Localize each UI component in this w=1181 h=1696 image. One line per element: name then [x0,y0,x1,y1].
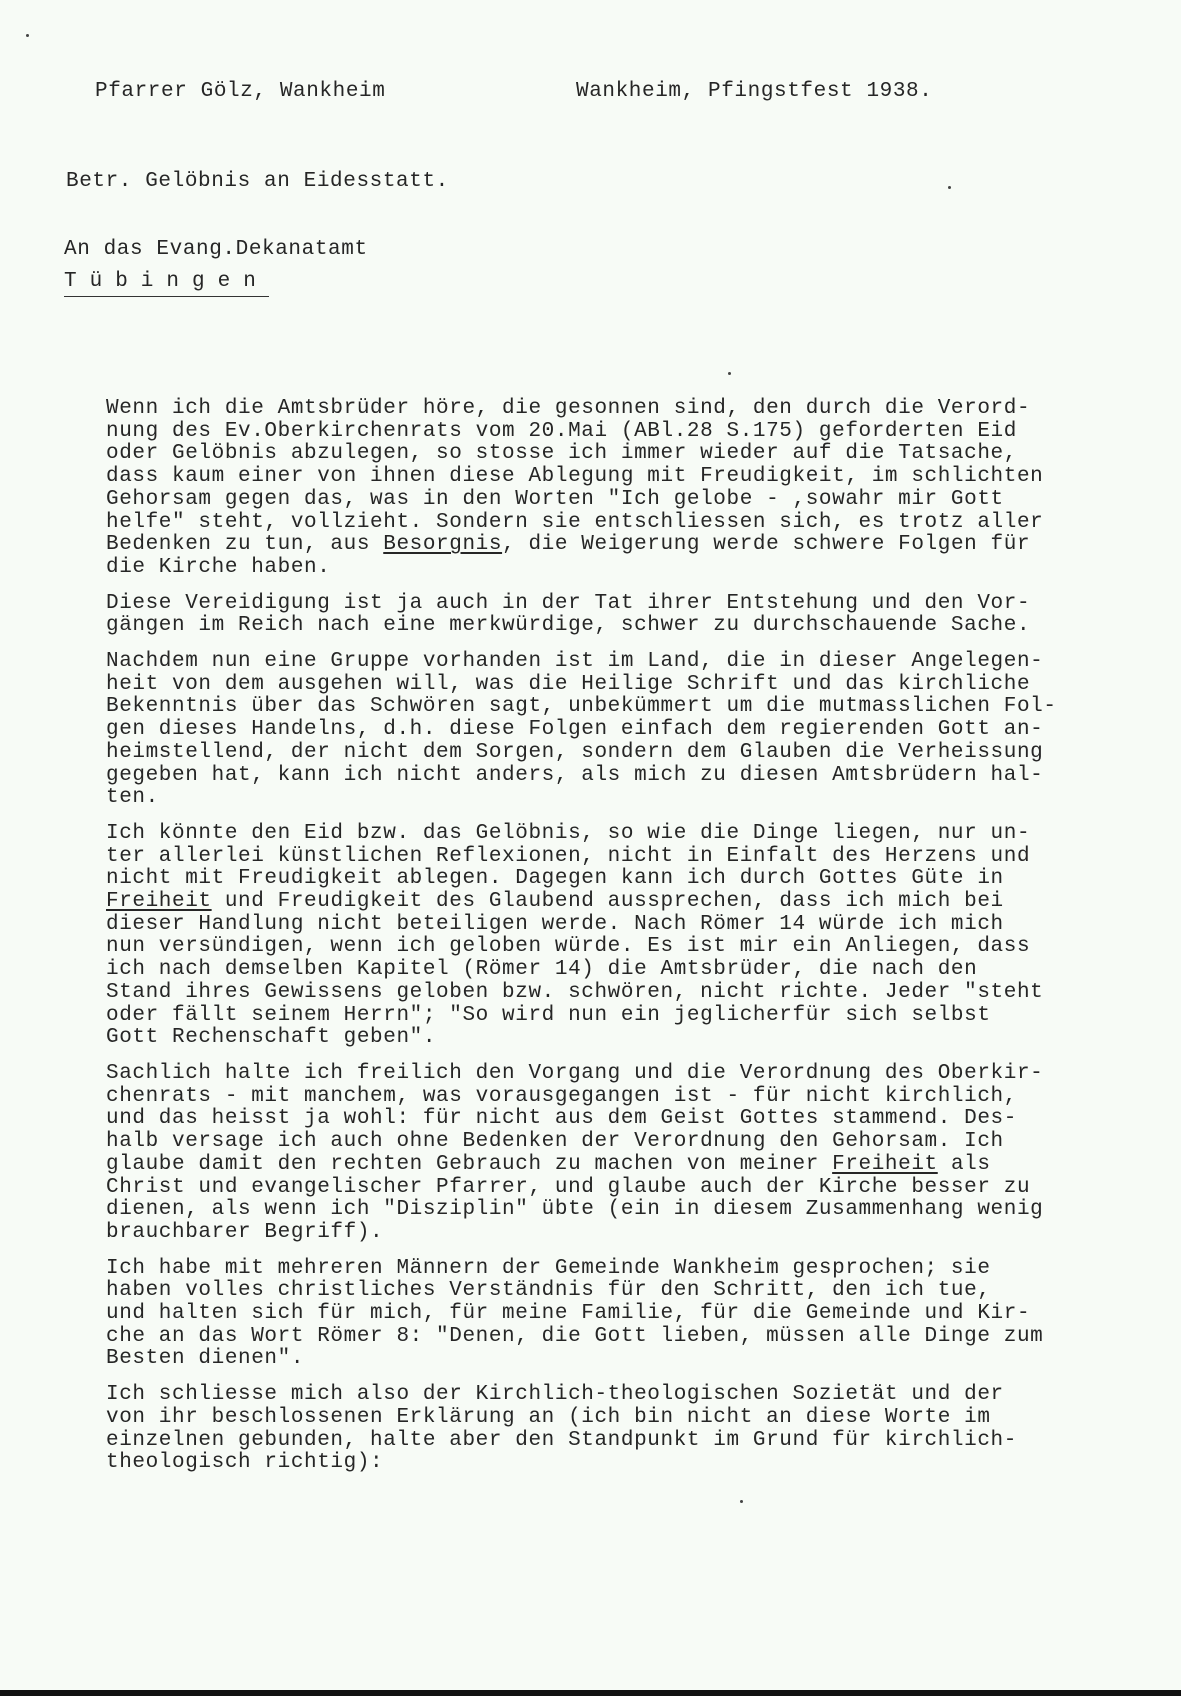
body-paragraph [106,593,1116,638]
body-line: Gehorsam gegen das, was in den Worten "Ich gelobe - ,sowahr mir Gott [106,487,1004,511]
body-line: ter allerlei künstlichen Reflexionen, nicht in Einfalt des Herzens und [106,844,1031,868]
body-line: brauchbarer Begriff). [106,1220,384,1244]
speck-mark [740,1500,743,1503]
body-line: halb versage ich auch ohne Bedenken der Verordnung den Gehorsam. Ich [106,1130,1004,1154]
body-line: Freiheit und Freudigkeit des Glaubend aussprechen, dass ich mich bei [106,890,1004,914]
body-line: heimstellend, der nicht dem Sorgen, sondern dem Glauben die Verheissung [106,740,1044,764]
body-line: oder fällt seinem Herrn"; "So wird nun ein jeglicherfür sich selbst [106,1003,991,1027]
body-line: und das heisst ja wohl: für nicht aus dem Geist Gottes stammend. Des- [106,1107,1017,1131]
speck-mark [26,34,29,37]
sender-line: Pfarrer Gölz, Wankheim [95,80,386,103]
body-paragraph [106,1258,1116,1372]
body-line: chenrats - mit manchem, was vorausgegangen ist - für nicht kirchlich, [106,1084,1017,1108]
speck-mark [948,186,951,189]
subject-line: Betr. Gelöbnis an Eidesstatt. [66,170,449,193]
body-line: che an das Wort Römer 8: "Denen, die Gott lieben, müssen alle Dinge zum [106,1324,1044,1348]
body-line: Ich habe mit mehreren Männern der Gemeinde Wankheim gesprochen; sie [106,1256,991,1280]
body-line: und halten sich für mich, für meine Familie, für die Gemeinde und Kir- [106,1302,1031,1326]
place-date-line: Wankheim, Pfingstfest 1938. [576,80,933,103]
body-line: ich nach demselben Kapitel (Römer 14) die Amtsbrüder, die nach den [106,958,978,982]
underlined-word: Freiheit [106,890,212,914]
body-line: die Kirche haben. [106,555,331,579]
body-line: von ihr beschlossenen Erklärung an (ich bin nicht an diese Worte im [106,1405,991,1429]
body-paragraph [106,823,1116,1050]
body-line: Nachdem nun eine Gruppe vorhanden ist im Land, die in dieser Angelegen- [106,650,1044,674]
recipient-city: Tübingen [64,270,269,297]
body-line: dieser Handlung nicht beteiligen werde. Nach Römer 14 würde ich mich [106,912,1004,936]
body-line: einzelnen gebunden, halte aber den Standpunkt im Grund für kirchlich- [106,1428,1017,1452]
body-line: dienen, als wenn ich "Disziplin" übte (ein in diesem Zusammenhang wenig [106,1198,1044,1222]
letter-body [106,398,1116,1488]
body-line: nun versündigen, wenn ich geloben würde. Es ist mir ein Anliegen, dass [106,935,1031,959]
recipient-line: An das Evang.Dekanatamt [64,238,368,261]
body-line: oder Gelöbnis abzulegen, so stosse ich immer wieder auf die Tatsache, [106,442,1017,466]
body-line: nung des Ev.Oberkirchenrats vom 20.Mai (ABl.28 S.175) geforderten Eid [106,419,1017,443]
body-line: theologisch richtig): [106,1451,384,1475]
body-line: Besten dienen". [106,1347,305,1371]
body-line: Gott Rechenschaft geben". [106,1026,437,1050]
body-line: Christ und evangelischer Pfarrer, und glaube auch der Kirche besser zu [106,1175,1031,1199]
body-line: Sachlich halte ich freilich den Vorgang und die Verordnung des Oberkir- [106,1061,1044,1085]
body-line: gängen im Reich nach eine merkwürdige, schwer zu durchschauende Sache. [106,614,1031,638]
body-line: heit von dem ausgehen will, was die Heilige Schrift und das kirchliche [106,672,1031,696]
body-line: gen dieses Handelns, d.h. diese Folgen einfach dem regierenden Gott an- [106,718,1044,742]
body-paragraph [106,1063,1116,1245]
body-line: Bedenken zu tun, aus Besorgnis, die Weigerung werde schwere Folgen für [106,533,1031,557]
underlined-word: Besorgnis [383,533,503,557]
body-line: haben volles christliches Verständnis für den Schritt, den ich tue, [106,1279,991,1303]
body-line: gegeben hat, kann ich nicht anders, als mich zu diesen Amtsbrüdern hal- [106,763,1044,787]
body-line: Ich schliesse mich also der Kirchlich-theologischen Sozietät und der [106,1383,1004,1407]
body-line: helfe" steht, vollzieht. Sondern sie entschliessen sich, es trotz aller [106,510,1044,534]
body-line: Wenn ich die Amtsbrüder höre, die gesonnen sind, den durch die Verord- [106,397,1031,420]
body-line: nicht mit Freudigkeit ablegen. Dagegen kann ich durch Gottes Güte in [106,867,1004,891]
scan-edge [0,1690,1181,1696]
speck-mark [728,372,731,375]
body-line: Bekenntnis über das Schwören sagt, unbekümmert um die mutmasslichen Fol- [106,695,1057,719]
underlined-word: Freiheit [832,1152,938,1176]
body-paragraph [106,398,1116,580]
body-line: Stand ihres Gewissens geloben bzw. schwören, nicht richte. Jeder "steht [106,980,1044,1004]
body-line: Ich könnte den Eid bzw. das Gelöbnis, so wie die Dinge liegen, nur un- [106,821,1031,845]
body-paragraph [106,651,1116,810]
body-line: Diese Vereidigung ist ja auch in der Tat ihrer Entstehung und den Vor- [106,591,1031,615]
body-paragraph [106,1384,1116,1475]
body-line: dass kaum einer von ihnen diese Ablegung mit Freudigkeit, im schlichten [106,465,1044,489]
body-line: glaube damit den rechten Gebrauch zu machen von meiner Freiheit als [106,1152,991,1176]
body-line: ten. [106,786,159,810]
